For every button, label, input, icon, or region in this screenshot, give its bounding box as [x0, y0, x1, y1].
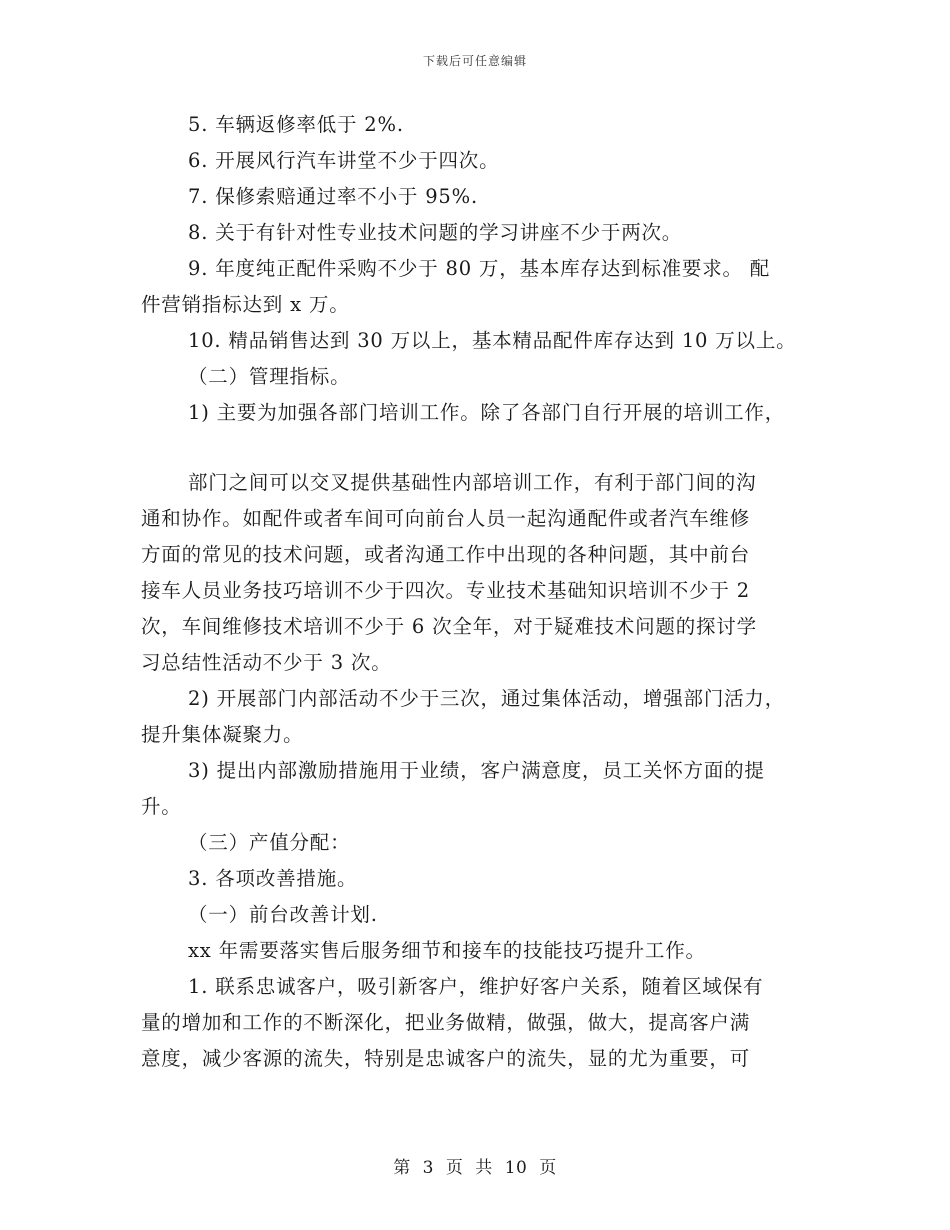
paragraph-line: 意度，减少客源的流失，特别是忠诚客户的流失，显的尤为重要，可: [141, 1047, 751, 1070]
paragraph-line: 部门之间可以交叉提供基础性内部培训工作，有利于部门间的沟: [188, 471, 757, 494]
paragraph-line: 1) 主要为加强各部门培训工作。除了各部门自行开展的培训工作，: [188, 401, 786, 424]
paragraph-line: 7. 保修索赔通过率不小于 95%.: [188, 185, 478, 208]
paragraph-line: 次，车间维修技术培训不少于 6 次全年，对于疑难技术问题的探讨学: [141, 615, 757, 638]
paragraph-line: 习总结性活动不少于 3 次。: [141, 651, 392, 674]
paragraph-line: 升。: [141, 795, 182, 818]
paragraph-line: 通和协作。如配件或者车间可向前台人员一起沟通配件或者汽车维修: [141, 507, 751, 530]
paragraph-line: 3. 各项改善措施。: [188, 867, 358, 890]
paragraph-line: （三）产值分配：: [188, 831, 351, 854]
paragraph-line: xx 年需要落实售后服务细节和接车的技能技巧提升工作。: [188, 939, 706, 962]
paragraph-line: 件营销指标达到 x 万。: [141, 293, 350, 316]
page-header-note: 下载后可任意编辑: [422, 54, 527, 68]
page-footer-number: 第 3 页 共 10 页: [393, 1158, 557, 1178]
paragraph-line: 1. 联系忠诚客户，吸引新客户，维护好客户关系，随着区域保有: [188, 975, 764, 998]
paragraph-line: 8. 关于有针对性专业技术问题的学习讲座不少于两次。: [188, 221, 683, 244]
paragraph-line: （一）前台改善计划.: [188, 903, 378, 926]
paragraph-line: （二）管理指标。: [188, 365, 351, 388]
paragraph-line: 方面的常见的技术问题，或者沟通工作中出现的各种问题，其中前台: [141, 543, 751, 566]
paragraph-line: 量的增加和工作的不断深化，把业务做精，做强，做大，提高客户满: [141, 1011, 751, 1034]
paragraph-line: 提升集体凝聚力。: [141, 723, 304, 746]
paragraph-line: 接车人员业务技巧培训不少于四次。专业技术基础知识培训不少于 2: [141, 579, 750, 602]
paragraph-line: 6. 开展风行汽车讲堂不少于四次。: [188, 149, 500, 172]
paragraph-line: 3) 提出内部激励措施用于业绩，客户满意度，员工关怀方面的提: [188, 759, 765, 782]
paragraph-line: 10. 精品销售达到 30 万以上，基本精品配件库存达到 10 万以上。: [188, 329, 797, 352]
paragraph-line: 2) 开展部门内部活动不少于三次，通过集体活动，增强部门活力，: [188, 687, 786, 710]
paragraph-line: 5. 车辆返修率低于 2%.: [188, 113, 404, 136]
paragraph-line: 9. 年度纯正配件采购不少于 80 万，基本库存达到标准要求。 配: [188, 257, 771, 280]
